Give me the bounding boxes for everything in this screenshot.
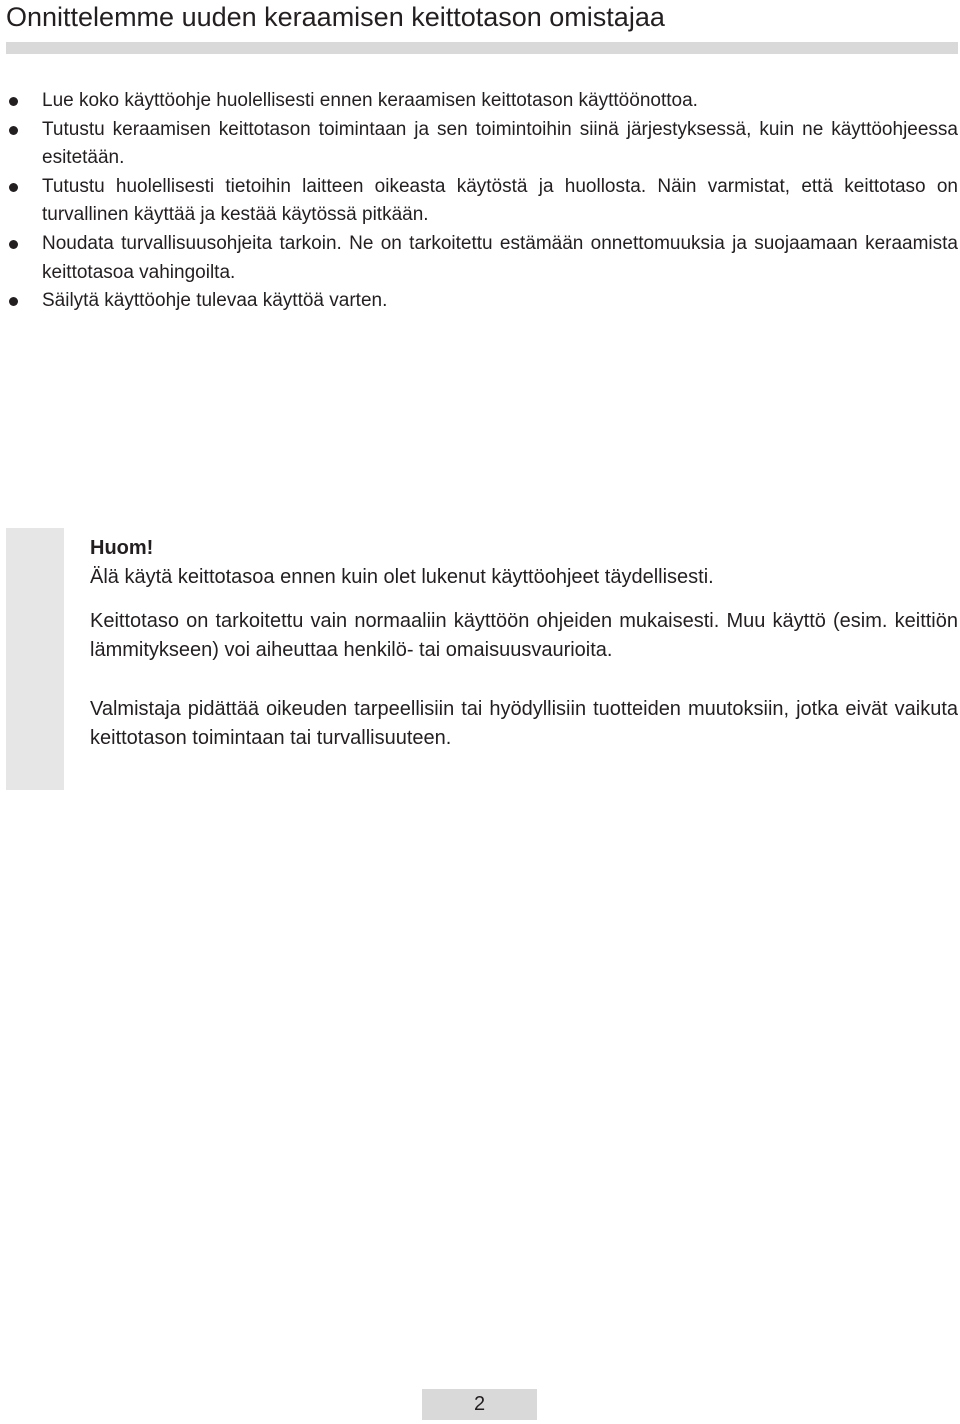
list-item — [6, 173, 958, 230]
list-item — [6, 287, 958, 316]
bullet-icon — [9, 183, 18, 192]
note-heading: Huom! — [90, 537, 154, 559]
note-paragraph: Valmistaja pidättää oikeuden tarpeellisiin tai hyödyllisiin tuotteiden muutoksiin, jotka eivät vaikuta keittotason toimintaan tai turvallisuuteen. — [90, 698, 958, 749]
note-side-bar — [6, 528, 64, 790]
bullet-icon — [9, 97, 18, 106]
bullet-text: Säilytä käyttöohje tulevaa käyttöä varten. — [42, 290, 388, 312]
page-number: 2 — [422, 1389, 537, 1420]
title-divider — [6, 42, 958, 54]
bullet-icon — [9, 126, 18, 135]
note-paragraph: Älä käytä keittotasoa ennen kuin olet lukenut käyttöohjeet täydellisesti. — [90, 566, 714, 588]
intro-bullet-list — [6, 87, 958, 316]
note-paragraph: Keittotaso on tarkoitettu vain normaaliin käyttöön ohjeiden mukaisesti. Muu käyttö (esim. keittiön lämmitykseen) voi aiheuttaa henkilö- tai omaisuusvaurioita. — [90, 610, 958, 661]
bullet-text: Tutustu huolellisesti tietoihin laitteen oikeasta käytöstä ja huollosta. Näin varmistat, että keittotaso on turvallinen käyttää ja kestää käytössä pitkään. — [42, 175, 958, 226]
bullet-text: Noudata turvallisuusohjeita tarkoin. Ne on tarkoitettu estämään onnettomuuksia ja suojaamaan keraamista keittotasoa vahingoilta. — [42, 232, 958, 283]
list-item — [6, 87, 958, 116]
bullet-text: Tutustu keraamisen keittotason toimintaan ja sen toimintoihin siinä järjestyksessä, kuin ne käyttöohjeessa esitetään. — [42, 118, 958, 169]
bullet-icon — [9, 297, 18, 306]
bullet-text: Lue koko käyttöohje huolellisesti ennen keraamisen keittotason käyttöönottoa. — [42, 90, 698, 111]
list-item — [6, 230, 958, 287]
page-title: Onnittelemme uuden keraamisen keittotason omistajaa — [6, 2, 665, 32]
list-item — [6, 116, 958, 173]
note-section — [90, 534, 958, 753]
bullet-icon — [9, 240, 18, 249]
